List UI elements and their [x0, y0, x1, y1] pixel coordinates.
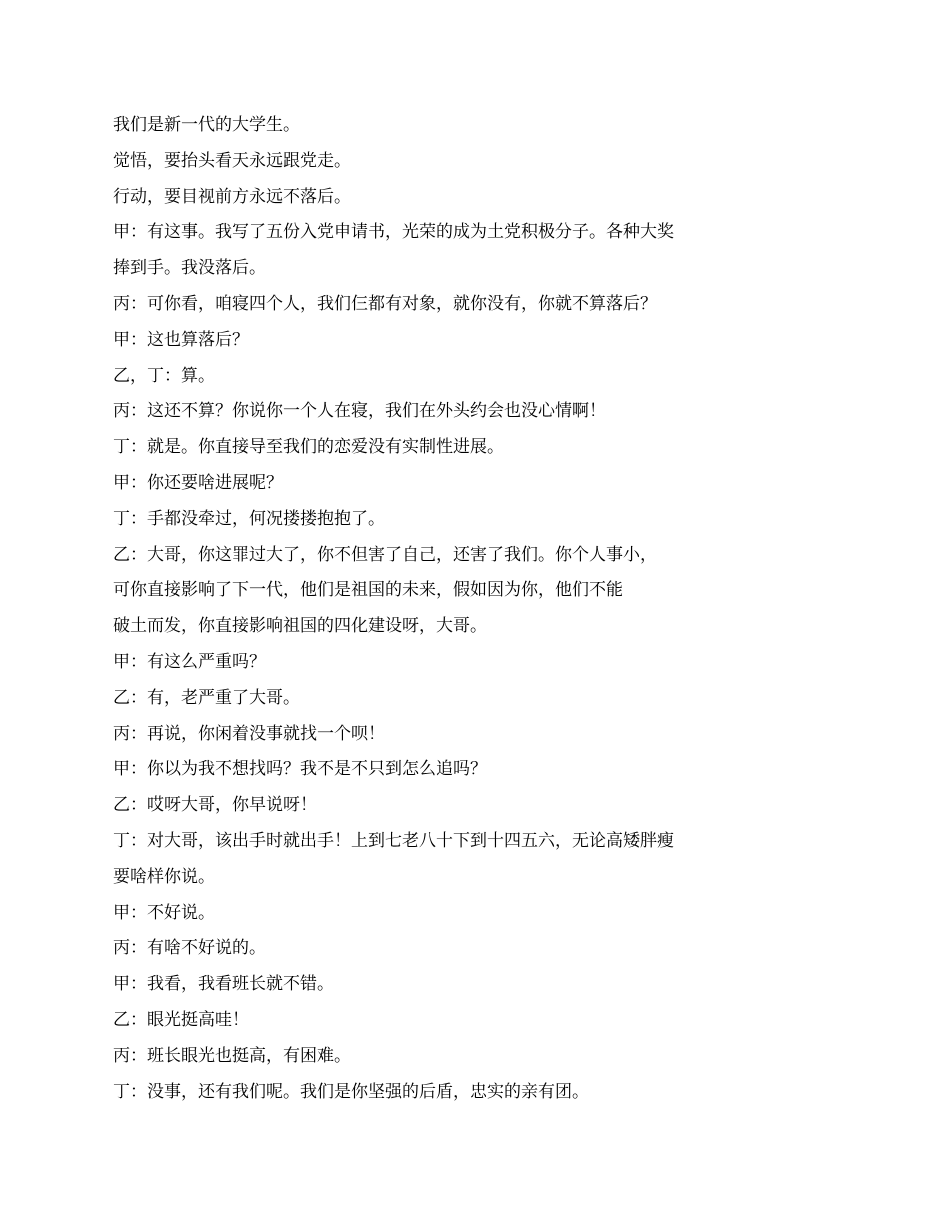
text-line: 丁：手都没牵过，何况搂搂抱抱了。 [113, 508, 385, 529]
text-line: 丁：没事，还有我们呢。我们是你坚强的后盾，忠实的亲有团。 [113, 1081, 589, 1102]
text-line: 乙，丁：算。 [113, 365, 215, 386]
text-line: 行动，要目视前方永远不落后。 [113, 186, 351, 207]
text-line: 乙：哎呀大哥，你早说呀！ [113, 795, 317, 816]
text-line: 甲：你以为我不想找吗？我不是不只到怎么追吗？ [113, 759, 487, 780]
text-line: 捧到手。我没落后。 [113, 258, 266, 279]
text-line: 甲：我看，我看班长就不错。 [113, 974, 334, 995]
document-body [113, 108, 753, 1110]
text-line: 甲：有这么严重吗？ [113, 651, 266, 672]
text-line: 乙：有，老严重了大哥。 [113, 687, 300, 708]
text-line: 甲：这也算落后？ [113, 329, 249, 350]
text-line: 可你直接影响了下一代，他们是祖国的未来，假如因为你，他们不能 [113, 580, 623, 601]
text-line: 丙：这还不算？你说你一个人在寝，我们在外头约会也没心情啊！ [113, 401, 606, 422]
text-line: 丙：有啥不好说的。 [113, 938, 266, 959]
text-line: 丙：再说，你闲着没事就找一个呗！ [113, 723, 385, 744]
text-line: 乙：眼光挺高哇！ [113, 1009, 249, 1030]
text-line: 甲：你还要啥进展呢？ [113, 472, 283, 493]
text-line: 我们是新一代的大学生。 [113, 115, 300, 135]
text-line: 觉悟，要抬头看天永远跟党走。 [113, 150, 351, 171]
text-line: 丙：可你看，咱寝四个人，我们仨都有对象，就你没有，你就不算落后？ [113, 293, 657, 314]
text-line: 丁：对大哥，该出手时就出手！上到七老八十下到十四五六，无论高矮胖瘦 [113, 830, 674, 851]
text-line: 破土而发，你直接影响祖国的四化建设呀，大哥。 [113, 616, 487, 637]
text-line: 要啥样你说。 [113, 866, 215, 887]
text-line: 乙：大哥，你这罪过大了，你不但害了自己，还害了我们。你个人事小， [113, 544, 657, 565]
text-line: 甲：有这事。我写了五份入党申请书，光荣的成为土党积极分子。各种大奖 [113, 222, 674, 243]
text-line: 甲：不好说。 [113, 902, 215, 923]
text-line: 丁：就是。你直接导至我们的恋爱没有实制性进展。 [113, 437, 504, 458]
text-line: 丙：班长眼光也挺高，有困难。 [113, 1045, 351, 1066]
